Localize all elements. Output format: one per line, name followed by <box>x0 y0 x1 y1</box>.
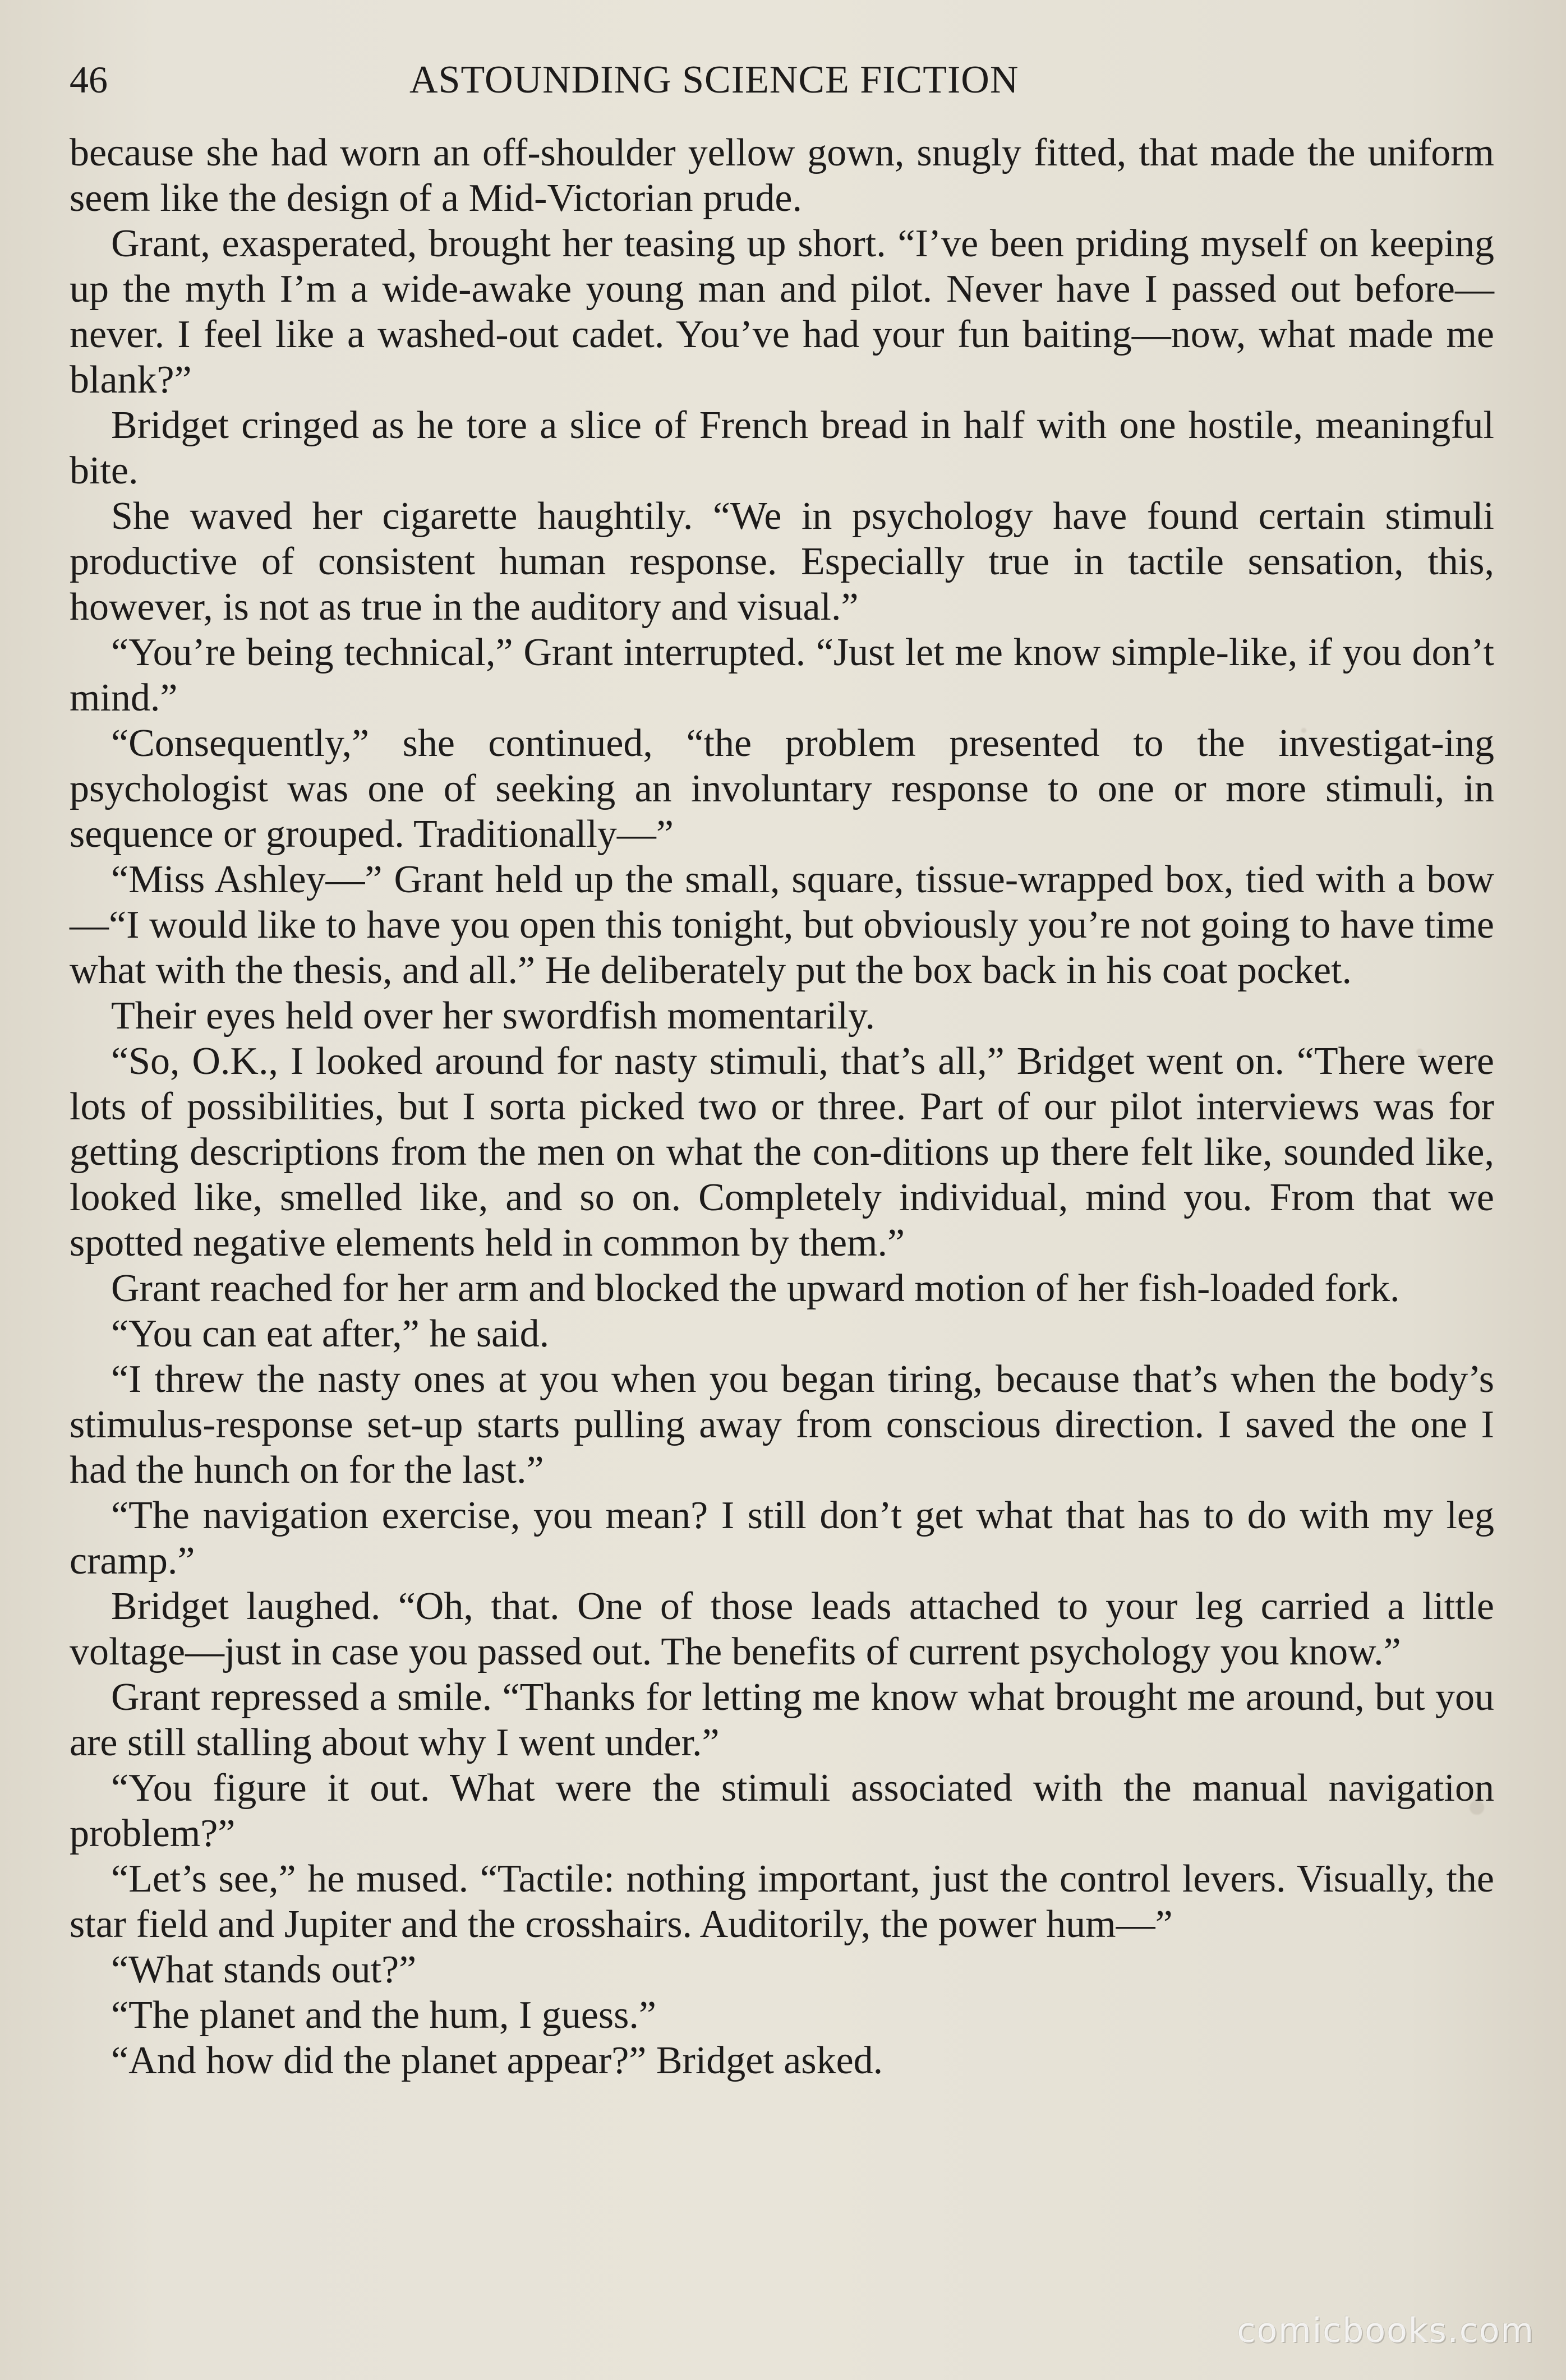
story-paragraph: Grant reached for her arm and blocked the upward motion of her fish-loaded fork. <box>111 1267 1400 1310</box>
story-paragraph: “You figure it out. What were the stimuli associated with the manual navigation problem?” <box>70 1766 1494 1855</box>
story-paragraph: “I threw the nasty ones at you when you began tiring, because that’s when the body’s stimulus-response set-up starts pulling away from conscious direction. I saved the one I had the hunch on for the last.” <box>70 1358 1494 1492</box>
story-paragraph: Bridget cringed as he tore a slice of French bread in half with one hostile, meaningful bite. <box>70 404 1494 492</box>
story-paragraph: “And how did the planet appear?” Bridget asked. <box>111 2039 883 2082</box>
story-paragraph: “You can eat after,” he said. <box>111 1312 550 1355</box>
story-text <box>70 130 1494 2083</box>
story-paragraph: “The planet and the hum, I guess.” <box>111 1994 656 2037</box>
story-paragraph: Bridget laughed. “Oh, that. One of those leads attached to your leg carried a little voltage—just in case you passed out. The benefits of current psychology you know.” <box>70 1585 1494 1673</box>
story-paragraph: “The navigation exercise, you mean? I still don’t get what that has to do with my leg cramp.” <box>70 1494 1494 1583</box>
story-paragraph: “Let’s see,” he mused. “Tactile: nothing important, just the control levers. Visually, the star field and Jupiter and the crosshairs. Auditorily, the power hum—” <box>70 1857 1494 1946</box>
page-number: 46 <box>70 58 108 101</box>
story-paragraph: “Consequently,” she continued, “the problem presented to the investigat-ing psychologist was one of seeking an involuntary response to one or more stimuli, in sequence or grouped. Traditionally—” <box>70 722 1494 856</box>
story-paragraph: “So, O.K., I looked around for nasty stimuli, that’s all,” Bridget went on. “There were lots of possibilities, but I sorta picked two or three. Part of our pilot interviews was for getting descriptions from the men on what the con-ditions up there felt like, sounded like, looked like, smelled like, and so on. Completely individual, mind you. From that we spotted negative elements held in common by them.” <box>70 1040 1494 1265</box>
story-paragraph: “What stands out?” <box>111 1948 417 1991</box>
story-paragraph: “Miss Ashley—” Grant held up the small, square, tissue-wrapped box, tied with a bow—“I would like to have you open this tonight, but obviously you’re not going to have time what with the thesis, and all.” He deliberately put the box back in his coat pocket. <box>70 858 1494 992</box>
story-paragraph: Grant, exasperated, brought her teasing up short. “I’ve been priding myself on keeping up the myth I’m a wide-awake young man and pilot. Never have I passed out before—never. I feel like a washed-out cadet. You’ve had your fun baiting—now, what made me blank?” <box>70 222 1494 402</box>
story-paragraph: Grant repressed a smile. “Thanks for letting me know what brought me around, but you are still stalling about why I went under.” <box>70 1676 1494 1764</box>
watermark: comicbooks.com <box>1237 2311 1535 2350</box>
story-paragraph: because she had worn an off-shoulder yellow gown, snugly fitted, that made the uniform seem like the design of a Mid-Victorian prude. <box>70 131 1494 220</box>
story-paragraph: “You’re being technical,” Grant interrupted. “Just let me know simple-like, if you don’t mind.” <box>70 631 1494 719</box>
running-head: ASTOUNDING SCIENCE FICTION <box>409 58 1019 102</box>
story-paragraph: She waved her cigarette haughtily. “We in psychology have found certain stimuli productive of consistent human response. Especially true in tactile sensation, this, however, is not as true in the auditory and visual.” <box>70 495 1494 629</box>
story-paragraph: Their eyes held over her swordfish momentarily. <box>111 994 875 1037</box>
